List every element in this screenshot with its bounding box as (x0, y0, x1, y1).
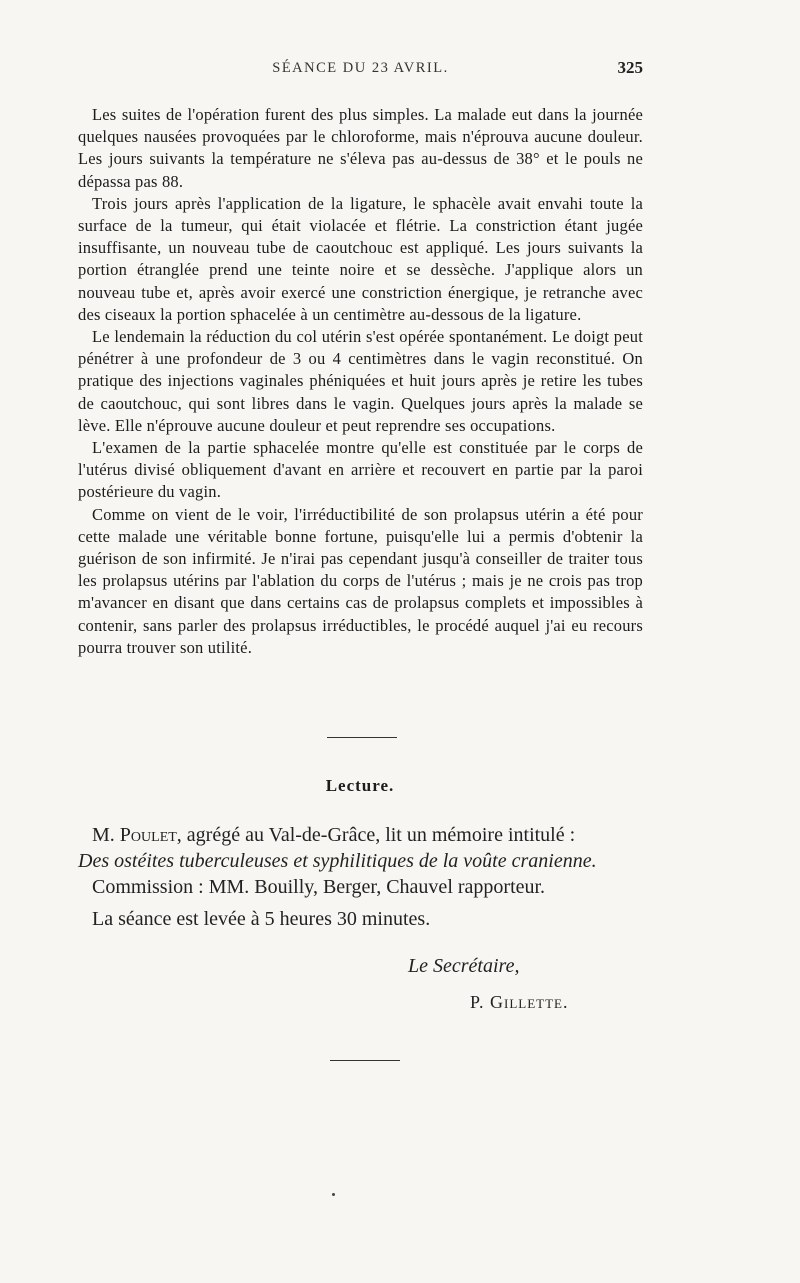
closing-line: La séance est levée à 5 heures 30 minutes. (92, 908, 431, 930)
page-number: 325 (617, 58, 643, 77)
author-prefix: M. (92, 824, 115, 846)
paragraph: L'examen de la partie sphacelée montre qu'elle est constituée par le corps de l'utérus divisé obliquement d'avant en arrière et recouvert en partie par la paroi postérieure du vagin. (78, 438, 643, 502)
paragraph: Le lendemain la réduction du col utérin s'est opérée spontanément. Le doigt peut pénétrer à une profondeur de 3 ou 4 centimètres dans le vagin reconstitué. On pratique des injections vaginales phéniquées et huit jours après je retire les tubes de caoutchouc, qui sont libres dans le vagin. Quelques jours après la malade se lève. Elle n'éprouve aucune douleur et peut reprendre ses occupations. (78, 327, 643, 435)
body-text (78, 104, 643, 659)
signature-name: P. Gillette. (470, 992, 569, 1012)
ink-dot (332, 1193, 335, 1196)
memoir-title: Des ostéites tuberculeuses et syphilitiques de la voûte cranienne. (78, 850, 597, 872)
section-heading: Lecture. (325, 776, 395, 795)
signature-role: Le Secrétaire, (408, 955, 520, 977)
commission-line: Commission : MM. Bouilly, Berger, Chauvel rapporteur. (92, 876, 546, 898)
author-name: Poulet (119, 824, 177, 846)
running-header (78, 58, 643, 84)
lecture-entry (78, 822, 658, 900)
paragraph: Les suites de l'opération furent des plus simples. La malade eut dans la journée quelques nausées provoquées par le chloroforme, mais n'éprouva aucune douleur. Les jours suivants la température ne s'éleva pas au-dessus de 38° et le pouls ne dépassa pas 88. (78, 105, 643, 191)
section-divider (327, 737, 397, 738)
end-divider (330, 1060, 400, 1061)
paragraph: Comme on vient de le voir, l'irréductibilité de son prolapsus utérin a été pour cette malade une véritable bonne fortune, puisqu'elle lui a permis d'obtenir la guérison de son infirmité. Je n'irai pas cependant jusqu'à conseiller de traiter tous les prolapsus utérins par l'ablation du corps de l'utérus ; mais je ne crois pas trop m'avancer en disant que dans certains cas de prolapsus complets et impossibles à contenir, sans parler des prolapsus irréductibles, le procédé auquel j'ai eu recours pourra trouver son utilité. (78, 504, 643, 657)
paragraph: Trois jours après l'application de la ligature, le sphacèle avait envahi toute la surface de la tumeur, qui était violacée et flétrie. La constriction étant jugée insuffisante, un nouveau tube de caoutchouc est appliqué. Les jours suivants la portion étranglée prend une teinte noire et se dessèche. J'applique alors un nouveau tube et, après avoir exercé une constriction énergique, je retranche avec des ciseaux la portion sphacelée à un centimètre au-dessous de la ligature. (78, 193, 643, 324)
header-title: SÉANCE DU 23 AVRIL. (272, 60, 449, 76)
lecture-author-line (78, 822, 658, 848)
author-description: , agrégé au Val-de-Grâce, lit un mémoire intitulé : (176, 824, 576, 846)
